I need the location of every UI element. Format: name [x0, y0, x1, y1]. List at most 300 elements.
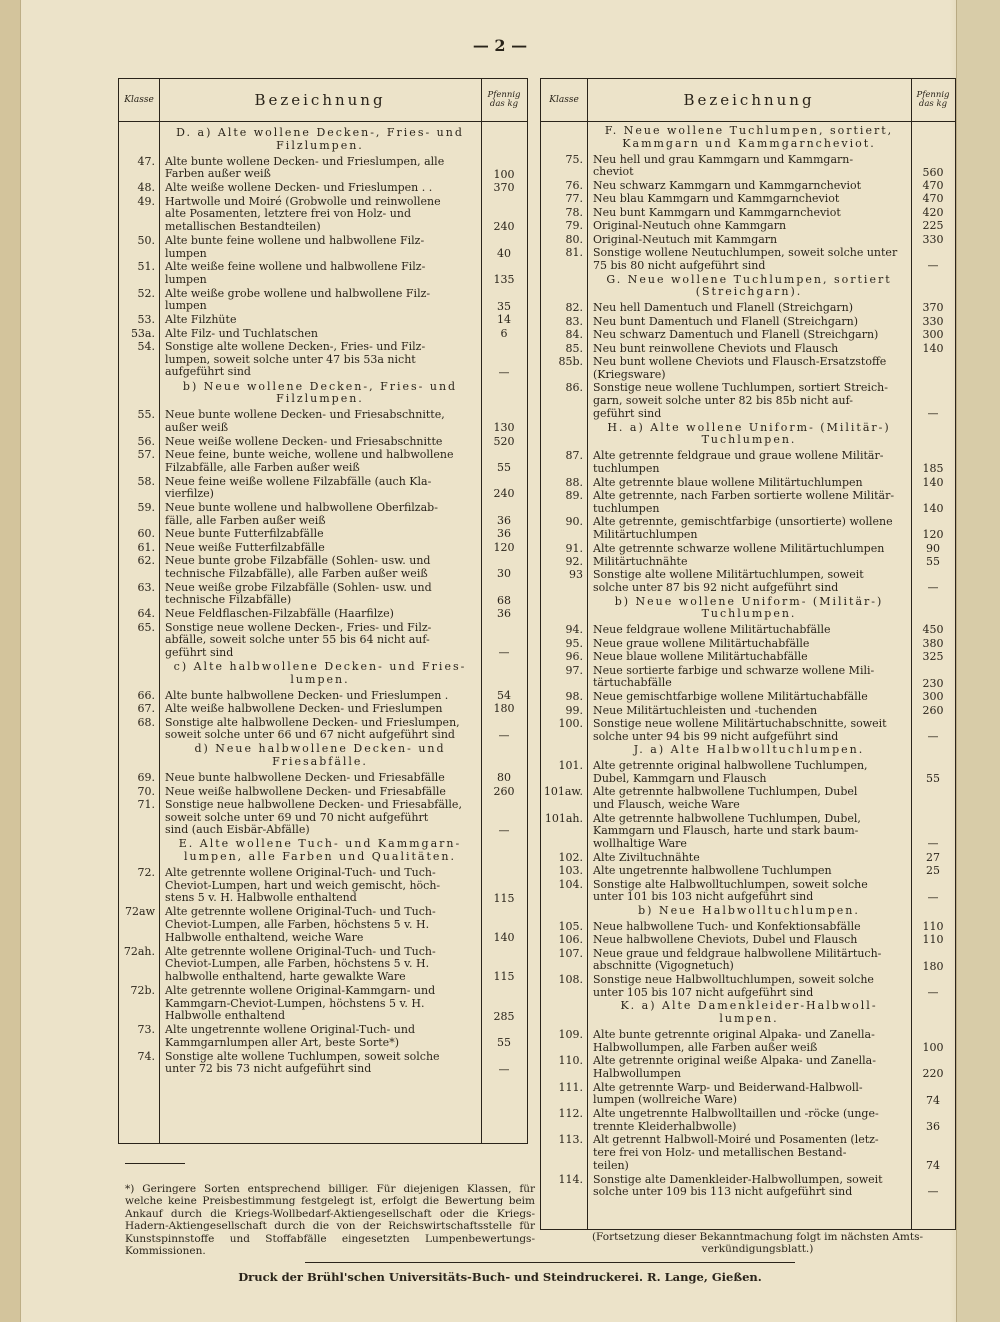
klasse-number: 76. — [565, 179, 583, 192]
klasse-number: 66. — [137, 688, 155, 702]
klasse-number: 93 — [569, 568, 583, 582]
price-value: 325 — [922, 650, 944, 664]
price-value: 14 — [497, 313, 511, 327]
price-value: — — [927, 407, 939, 421]
klasse-number: 100. — [558, 717, 583, 730]
price-value: 140 — [922, 475, 944, 489]
table-row — [541, 1108, 955, 1134]
table-row — [541, 329, 955, 342]
section-title: b) Neue wollene Uniform- (Militär-) Tuchlumpen. — [614, 594, 884, 621]
item-description: Neue bunte grobe Filzabfälle (Sohlen- usw. und technische Filzabfälle), alle Farben außer weiß — [165, 554, 431, 580]
table-row — [119, 1024, 527, 1050]
table-row — [541, 234, 955, 247]
footnote: *) Geringere Sorten entsprechend billiger. Für diejenigen Klassen, für welche keine Preisbestimmung festgelegt ist, erfolgt die Bewertung beim Ankauf durch die Kriegs-Wollbedarf-Aktiengesellschaft oder die Kriegs-Hadern-Aktiengesellschaft durch die von der Reichswirtschaftsstelle für Kunstspinnstoffe und Stoffabfälle eingesetzten Lumpenbewertungs-Kommissionen. — [125, 1183, 535, 1258]
table-row — [541, 624, 955, 637]
price-value: 140 — [922, 341, 944, 355]
item-description: Neue bunte wollene und halbwollene Oberfilzab- fälle, alle Farben außer weiß — [165, 501, 438, 527]
item-description: Neu bunt Damentuch und Flanell (Streichgarn) — [593, 314, 859, 328]
price-value: 450 — [922, 623, 944, 637]
table-row — [541, 193, 955, 206]
item-description: Alte ungetrennte halbwollene Tuchlumpen — [593, 864, 832, 878]
price-value: 54 — [497, 688, 511, 702]
page-number: — 2 — — [472, 36, 528, 55]
item-description: Alte getrennte wollene Original-Tuch- und Tuch- Cheviot-Lumpen, hart und weich gemischt, höch- stens 5 v. H. Halbwolle enthaltend — [165, 866, 441, 905]
price-value: 260 — [493, 784, 515, 798]
table-row — [119, 582, 527, 608]
price-value: 25 — [926, 864, 940, 878]
section-title: c) Alte halbwollene Decken- und Fries- lumpen. — [173, 660, 467, 686]
header-klasse: Klasse — [124, 95, 154, 105]
table-row — [119, 235, 527, 261]
table-row — [119, 261, 527, 287]
klasse-number: 104. — [558, 877, 583, 891]
item-description: Alte bunte feine wollene und halbwollene Filz- lumpen — [165, 234, 425, 260]
table-row — [541, 302, 955, 315]
header-pfennig: Pfennig das kg — [487, 90, 521, 109]
klasse-number: 74. — [137, 1049, 155, 1063]
price-value: 135 — [493, 273, 515, 287]
price-value: — — [927, 259, 939, 273]
item-description: Neue weiße Futterfilzabfälle — [165, 540, 325, 554]
table-row — [119, 608, 527, 621]
klasse-number: 86. — [565, 381, 583, 395]
table-row — [119, 555, 527, 581]
item-description: Sonstige alte Halbwolltuchlumpen, soweit solche unter 101 bis 103 nicht aufgeführt sind — [593, 877, 868, 904]
table-row — [119, 528, 527, 541]
table-row — [119, 906, 527, 945]
item-description: Sonstige alte wollene Tuchlumpen, soweit solche unter 72 bis 73 nicht aufgeführt sind — [165, 1049, 440, 1076]
klasse-number: 72b. — [130, 984, 155, 997]
table-row — [541, 865, 955, 878]
header-pfennig: Pfennig das kg — [916, 90, 950, 109]
item-description: Alte getrennte Warp- und Beiderwand-Halbwoll- lumpen (wollreiche Ware) — [593, 1080, 863, 1107]
section-heading — [119, 127, 527, 153]
table-row — [119, 409, 527, 435]
item-description: Alte Filz- und Tuchlatschen — [165, 326, 318, 340]
item-description: Alte ungetrennte wollene Original-Tuch- und Kammgarnlumpen aller Art, beste Sorte*) — [165, 1023, 415, 1049]
price-value: — — [927, 581, 939, 595]
section-title: G. Neue wollene Tuchlumpen, sortiert (Streichgarn). — [606, 272, 892, 299]
klasse-number: 84. — [565, 328, 583, 342]
klasse-number: 58. — [137, 474, 155, 488]
section-heading — [119, 381, 527, 407]
item-description: Alte bunte getrennte original Alpaka- und Zanella- Halbwollumpen, alle Farben außer weiß — [593, 1028, 875, 1054]
section-title: K. a) Alte Damenkleider-Halbwoll- lumpen. — [620, 999, 878, 1026]
item-description: Sonstige wollene Neutuchlumpen, soweit solche unter 75 bis 80 nicht aufgeführt sind — [593, 246, 898, 272]
item-description: Alte Filzhüte — [165, 313, 237, 327]
item-description: Alte getrennte original halbwollene Tuchlumpen, Dubel, Kammgarn und Flausch — [593, 759, 868, 785]
item-description: Sonstige alte wollene Militärtuchlumpen, soweit solche unter 87 bis 92 nicht aufgeführt sind — [593, 568, 864, 595]
klasse-number: 72. — [137, 866, 155, 880]
table-row — [541, 852, 955, 865]
item-description: Alte weiße feine wollene und halbwollene Filz- lumpen — [165, 260, 426, 286]
klasse-number: 63. — [137, 580, 155, 594]
table-row — [119, 502, 527, 528]
price-value: 240 — [493, 220, 515, 234]
item-description: Neue bunte halbwollene Decken- und Friesabfälle — [165, 771, 445, 784]
table-row — [541, 786, 955, 812]
price-value: 470 — [922, 192, 944, 206]
klasse-number: 91. — [565, 541, 583, 555]
printer-imprint: Druck der Brühl'schen Universitäts-Buch- und Steindruckerei. R. Lange, Gießen. — [238, 1270, 762, 1284]
klasse-number: 67. — [137, 702, 155, 716]
item-description: Alte getrennte halbwollene Tuchlumpen, Dubel, Kammgarn und Flausch, harte und stark baum- wollhaltige Ware — [593, 811, 861, 850]
item-description: Sonstige alte wollene Decken-, Fries- und Filz- lumpen, soweit solche unter 47 bis 53a nicht aufgeführt sind — [165, 340, 426, 379]
price-value: — — [927, 837, 939, 851]
price-value: 370 — [493, 181, 515, 195]
table-row — [541, 543, 955, 556]
item-description: Neue feine, bunte weiche, wollene und halbwollene Filzabfälle, alle Farben außer weiß — [165, 448, 454, 474]
item-description: Sonstige neue wollene Militärtuchabschnitte, soweit solche unter 94 bis 99 nicht aufgeführt sind — [593, 717, 887, 743]
item-description: Neu hell und grau Kammgarn und Kammgarn- cheviot — [593, 152, 854, 179]
table-row — [119, 946, 527, 985]
item-description: Alte getrennte wollene Original-Kammgarn- und Kammgarn-Cheviot-Lumpen, höchstens 5 v. H. Halbwolle enthaltend — [165, 984, 436, 1023]
price-value: 27 — [926, 850, 940, 864]
table-row — [119, 985, 527, 1024]
klasse-number: 51. — [137, 260, 155, 274]
item-description: Neue weiße wollene Decken- und Friesabschnitte — [165, 434, 443, 448]
klasse-number: 89. — [565, 488, 583, 502]
item-description: Neue sortierte farbige und schwarze wollene Mili- tärtuchabfälle — [593, 663, 875, 690]
price-value: 330 — [922, 314, 944, 328]
item-description: Neu hell Damentuch und Flanell (Streichgarn) — [593, 301, 854, 315]
klasse-number: 92. — [565, 555, 583, 568]
section-heading — [541, 744, 955, 757]
table-row — [541, 638, 955, 651]
item-description: Militärtuchnähte — [593, 555, 688, 568]
table-row — [541, 691, 955, 704]
table-row — [541, 490, 955, 516]
klasse-number: 77. — [565, 192, 583, 206]
table-row — [541, 1055, 955, 1081]
price-value: 55 — [926, 555, 940, 568]
table-row — [119, 717, 527, 743]
section-title: E. Alte wollene Tuch- und Kammgarn- lumpen, alle Farben und Qualitäten. — [178, 837, 462, 863]
price-value: 420 — [922, 205, 944, 219]
price-value: 240 — [493, 487, 515, 501]
table-row — [119, 703, 527, 716]
price-value: 55 — [497, 1036, 511, 1050]
section-title: H. a) Alte wollene Uniform- (Militär-) Tuchlumpen. — [607, 420, 891, 447]
klasse-number: 111. — [558, 1080, 583, 1094]
klasse-number: 47. — [137, 154, 155, 168]
table-row — [119, 476, 527, 502]
item-description: Neu bunt reinwollene Cheviots und Flausch — [593, 341, 839, 355]
price-value: 470 — [922, 179, 944, 192]
table-row — [119, 314, 527, 327]
price-value: 330 — [922, 232, 944, 246]
table-row — [119, 196, 527, 235]
klasse-number: 108. — [558, 973, 583, 987]
price-value: 100 — [922, 1040, 944, 1054]
item-description: Sonstige neue halbwollene Decken- und Friesabfälle, soweit solche unter 69 und 70 nicht aufgeführt sind (auch Eisbär-Abfälle) — [165, 798, 462, 837]
klasse-number: 61. — [137, 540, 155, 554]
item-description: Alte Ziviltuchnähte — [593, 850, 700, 864]
table-header — [119, 79, 527, 122]
klasse-number: 101aw. — [543, 785, 583, 799]
klasse-number: 54. — [137, 340, 155, 354]
table-row — [541, 1174, 955, 1200]
klasse-number: 105. — [558, 919, 583, 933]
price-value: 140 — [493, 931, 515, 945]
item-description: Alte getrennte wollene Original-Tuch- und Tuch- Cheviot-Lumpen, alle Farben, höchstens 5 v. H. Halbwolle enthaltend, weiche Ware — [165, 905, 436, 944]
item-description: Neue weiße halbwollene Decken- und Friesabfälle — [165, 784, 446, 798]
table-row — [541, 1029, 955, 1055]
table-row — [119, 449, 527, 475]
price-value: 370 — [922, 301, 944, 315]
klasse-number: 101. — [558, 759, 583, 773]
price-value: 36 — [497, 513, 511, 527]
table-row — [541, 356, 955, 382]
header-klasse: Klasse — [549, 95, 579, 105]
klasse-number: 113. — [558, 1133, 583, 1147]
table-row — [119, 772, 527, 785]
price-value: 74 — [926, 1093, 940, 1107]
price-value: 185 — [922, 462, 944, 476]
price-value: — — [498, 728, 510, 742]
table-row — [541, 220, 955, 233]
section-heading — [541, 274, 955, 300]
table-row — [541, 665, 955, 691]
price-value: 80 — [497, 771, 511, 784]
klasse-number: 102. — [558, 850, 583, 864]
section-title: F. Neue wollene Tuchlumpen, sortiert, Kammgarn und Kammgarncheviot. — [604, 124, 894, 150]
item-description: Alte bunte wollene Decken- und Frieslumpen, alle Farben außer weiß — [165, 154, 445, 181]
item-description: Neue graue wollene Militärtuchabfälle — [593, 636, 810, 650]
section-heading — [541, 596, 955, 622]
table-row — [541, 343, 955, 356]
price-value: 110 — [922, 933, 944, 947]
price-value: 55 — [497, 461, 511, 475]
section-heading — [119, 838, 527, 864]
price-value: — — [927, 890, 939, 904]
klasse-number: 99. — [565, 703, 583, 717]
item-description: Alte ungetrennte Halbwolltaillen und -röcke (unge- trennte Kleiderhalbwolle) — [593, 1107, 879, 1133]
item-description: Sonstige neue Halbwolltuchlumpen, soweit solche unter 105 bis 107 nicht aufgeführt sind — [593, 973, 874, 999]
klasse-number: 112. — [558, 1107, 583, 1121]
klasse-number: 65. — [137, 620, 155, 634]
price-value: — — [927, 985, 939, 999]
price-table-left — [118, 78, 528, 1144]
price-value: 6 — [500, 326, 508, 340]
price-value: 300 — [922, 690, 944, 704]
table-row — [541, 154, 955, 180]
item-description: Alte weiße grobe wollene und halbwollene Filz- lumpen — [165, 286, 431, 313]
item-description: Neu schwarz Kammgarn und Kammgarncheviot — [593, 179, 862, 192]
klasse-number: 97. — [565, 663, 583, 677]
table-row — [541, 813, 955, 852]
klasse-number: 72aw — [125, 905, 155, 919]
klasse-number: 81. — [565, 246, 583, 260]
item-description: Neue bunte Futterfilzabfälle — [165, 527, 324, 541]
klasse-number: 103. — [558, 864, 583, 878]
item-description: Alte weiße wollene Decken- und Frieslumpen . . — [165, 181, 433, 195]
footnote-rule — [125, 1163, 185, 1164]
item-description: Alte getrennte, gemischtfarbige (unsortierte) wollene Militärtuchlumpen — [593, 515, 893, 541]
item-description: Neu blau Kammgarn und Kammgarncheviot — [593, 192, 840, 206]
klasse-number: 106. — [558, 933, 583, 947]
binding-edge — [0, 0, 21, 1322]
klasse-number: 90. — [565, 515, 583, 529]
item-description: Neue bunte wollene Decken- und Friesabschnitte, außer weiß — [165, 408, 445, 434]
price-value: 55 — [926, 771, 940, 785]
price-value: 68 — [497, 593, 511, 607]
table-row — [541, 948, 955, 974]
table-row — [541, 879, 955, 905]
item-description: Alt getrennt Halbwoll-Moiré und Posamenten (letz- tere frei von Holz- und metallischen Bestand- teilen) — [593, 1133, 879, 1172]
price-table-right — [540, 78, 956, 1230]
price-value: 35 — [497, 299, 511, 313]
item-description: Alte weiße halbwollene Decken- und Frieslumpen — [165, 702, 443, 716]
section-title: b) Neue Halbwolltuchlumpen. — [638, 904, 860, 918]
table-row — [541, 556, 955, 569]
price-value: 140 — [922, 501, 944, 515]
price-value: 300 — [922, 328, 944, 342]
table-row — [119, 622, 527, 661]
price-value: 380 — [922, 636, 944, 650]
item-description: Neue weiße grobe Filzabfälle (Sohlen- usw. und technische Filzabfälle) — [165, 580, 432, 607]
klasse-number: 64. — [137, 607, 155, 621]
table-row — [541, 207, 955, 220]
adjacent-page-edge — [956, 0, 1000, 1322]
item-description: Sonstige neue wollene Tuchlumpen, sortiert Streich- garn, soweit solche unter 82 bis 85b nicht auf- geführt sind — [593, 381, 888, 420]
table-row — [119, 182, 527, 195]
item-description: Original-Neutuch mit Kammgarn — [593, 232, 778, 246]
price-value: 180 — [493, 702, 515, 716]
table-row — [119, 867, 527, 906]
klasse-number: 53a. — [130, 326, 155, 340]
item-description: Alte getrennte wollene Original-Tuch- und Tuch- Cheviot-Lumpen, alle Farben, höchstens 5 v. H. halbwolle enthaltend, harte gewalkte Ware — [165, 944, 436, 983]
section-heading — [541, 905, 955, 918]
table-row — [541, 180, 955, 193]
price-value: 285 — [493, 1009, 515, 1023]
price-value: 36 — [926, 1119, 940, 1133]
item-description: Sonstige neue wollene Decken-, Fries- und Filz- abfälle, soweit solche unter 55 bis 64 nicht auf- geführt sind — [165, 620, 432, 659]
klasse-number: 73. — [137, 1023, 155, 1037]
price-value: 115 — [493, 891, 515, 905]
klasse-number: 70. — [137, 784, 155, 798]
item-description: Original-Neutuch ohne Kammgarn — [593, 219, 787, 233]
item-description: Neue blaue wollene Militärtuchabfälle — [593, 650, 808, 664]
table-row — [541, 316, 955, 329]
price-value: 260 — [922, 703, 944, 717]
table-header — [541, 79, 955, 122]
item-description: Neue graue und feldgraue halbwollene Militärtuch- abschnitte (Vigognetuch) — [593, 946, 882, 973]
klasse-number: 50. — [137, 234, 155, 247]
klasse-number: 98. — [565, 690, 583, 704]
table-row — [119, 288, 527, 314]
table-row — [119, 1051, 527, 1077]
table-row — [541, 974, 955, 1000]
item-description: Alte getrennte blaue wollene Militärtuchlumpen — [593, 475, 863, 489]
section-heading — [541, 1000, 955, 1026]
item-description: Neu schwarz Damentuch und Flanell (Streichgarn) — [593, 328, 879, 342]
klasse-number: 85b. — [558, 355, 583, 369]
klasse-number: 95. — [565, 636, 583, 650]
item-description: Neue feldgraue wollene Militärtuchabfälle — [593, 623, 831, 637]
table-row — [541, 382, 955, 421]
table-row — [119, 156, 527, 182]
klasse-number: 56. — [137, 434, 155, 448]
table-row — [541, 1082, 955, 1108]
klasse-number: 60. — [137, 527, 155, 541]
item-description: Neu bunt Kammgarn und Kammgarncheviot — [593, 205, 841, 219]
price-value: 74 — [926, 1159, 940, 1173]
price-value: 115 — [493, 970, 515, 984]
table-row — [119, 690, 527, 703]
price-value: 180 — [922, 959, 944, 973]
klasse-number: 82. — [565, 301, 583, 315]
klasse-number: 72ah. — [123, 944, 155, 958]
klasse-number: 83. — [565, 314, 583, 328]
section-title: J. a) Alte Halbwolltuchlumpen. — [633, 743, 865, 757]
price-value: — — [927, 1185, 939, 1199]
price-value: 120 — [493, 540, 515, 554]
klasse-number: 69. — [137, 771, 155, 784]
price-value: 220 — [922, 1067, 944, 1081]
klasse-number: 80. — [565, 232, 583, 246]
price-value: 36 — [497, 527, 511, 541]
table-row — [119, 542, 527, 555]
price-value: — — [498, 365, 510, 379]
item-description: Neue halbwollene Tuch- und Konfektionsabfälle — [593, 919, 861, 933]
continuation-note: (Fortsetzung dieser Bekanntmachung folgt im nächsten Amts- verkündigungsblatt.) — [591, 1231, 924, 1256]
table-row — [541, 247, 955, 273]
header-bezeichnung: Bezeichnung — [254, 91, 386, 109]
klasse-number: 48. — [137, 181, 155, 195]
item-description: Neue Feldflaschen-Filzabfälle (Haarfilze) — [165, 607, 394, 621]
section-heading — [541, 422, 955, 448]
price-value: 40 — [497, 246, 511, 260]
table-row — [541, 516, 955, 542]
table-row — [541, 921, 955, 934]
klasse-number: 55. — [137, 408, 155, 422]
item-description: Sonstige alte halbwollene Decken- und Frieslumpen, soweit solche unter 66 und 67 nicht aufgeführt sind — [165, 715, 460, 742]
table-row — [119, 436, 527, 449]
price-value: 560 — [922, 165, 944, 179]
section-title: d) Neue halbwollene Decken- und Friesabfälle. — [194, 742, 446, 768]
table-row — [541, 1134, 955, 1173]
klasse-number: 78. — [565, 205, 583, 219]
table-row — [541, 760, 955, 786]
item-description: Alte getrennte, nach Farben sortierte wollene Militär- tuchlumpen — [593, 488, 895, 515]
klasse-number: 85. — [565, 341, 583, 355]
price-value: — — [498, 823, 510, 837]
table-row — [541, 477, 955, 490]
table-row — [541, 718, 955, 744]
klasse-number: 88. — [565, 475, 583, 489]
klasse-number: 79. — [565, 219, 583, 233]
price-value: — — [498, 1062, 510, 1076]
price-value: 230 — [922, 676, 944, 690]
section-title: b) Neue wollene Decken-, Fries- und Filzlumpen. — [182, 379, 458, 406]
table-row — [119, 799, 527, 838]
klasse-number: 96. — [565, 650, 583, 664]
price-value: 130 — [493, 421, 515, 435]
klasse-number: 107. — [558, 946, 583, 960]
klasse-number: 75. — [565, 152, 583, 166]
price-value: 120 — [922, 528, 944, 542]
item-description: Alte getrennte feldgraue und graue wollene Militär- tuchlumpen — [593, 449, 884, 475]
klasse-number: 101ah. — [544, 811, 583, 825]
section-heading — [119, 661, 527, 687]
table-row — [119, 328, 527, 341]
klasse-number: 52. — [137, 286, 155, 300]
klasse-number: 110. — [558, 1054, 583, 1068]
klasse-number: 68. — [137, 715, 155, 729]
item-description: Neue Militärtuchleisten und -tuchenden — [593, 703, 818, 717]
price-value: — — [927, 729, 939, 743]
